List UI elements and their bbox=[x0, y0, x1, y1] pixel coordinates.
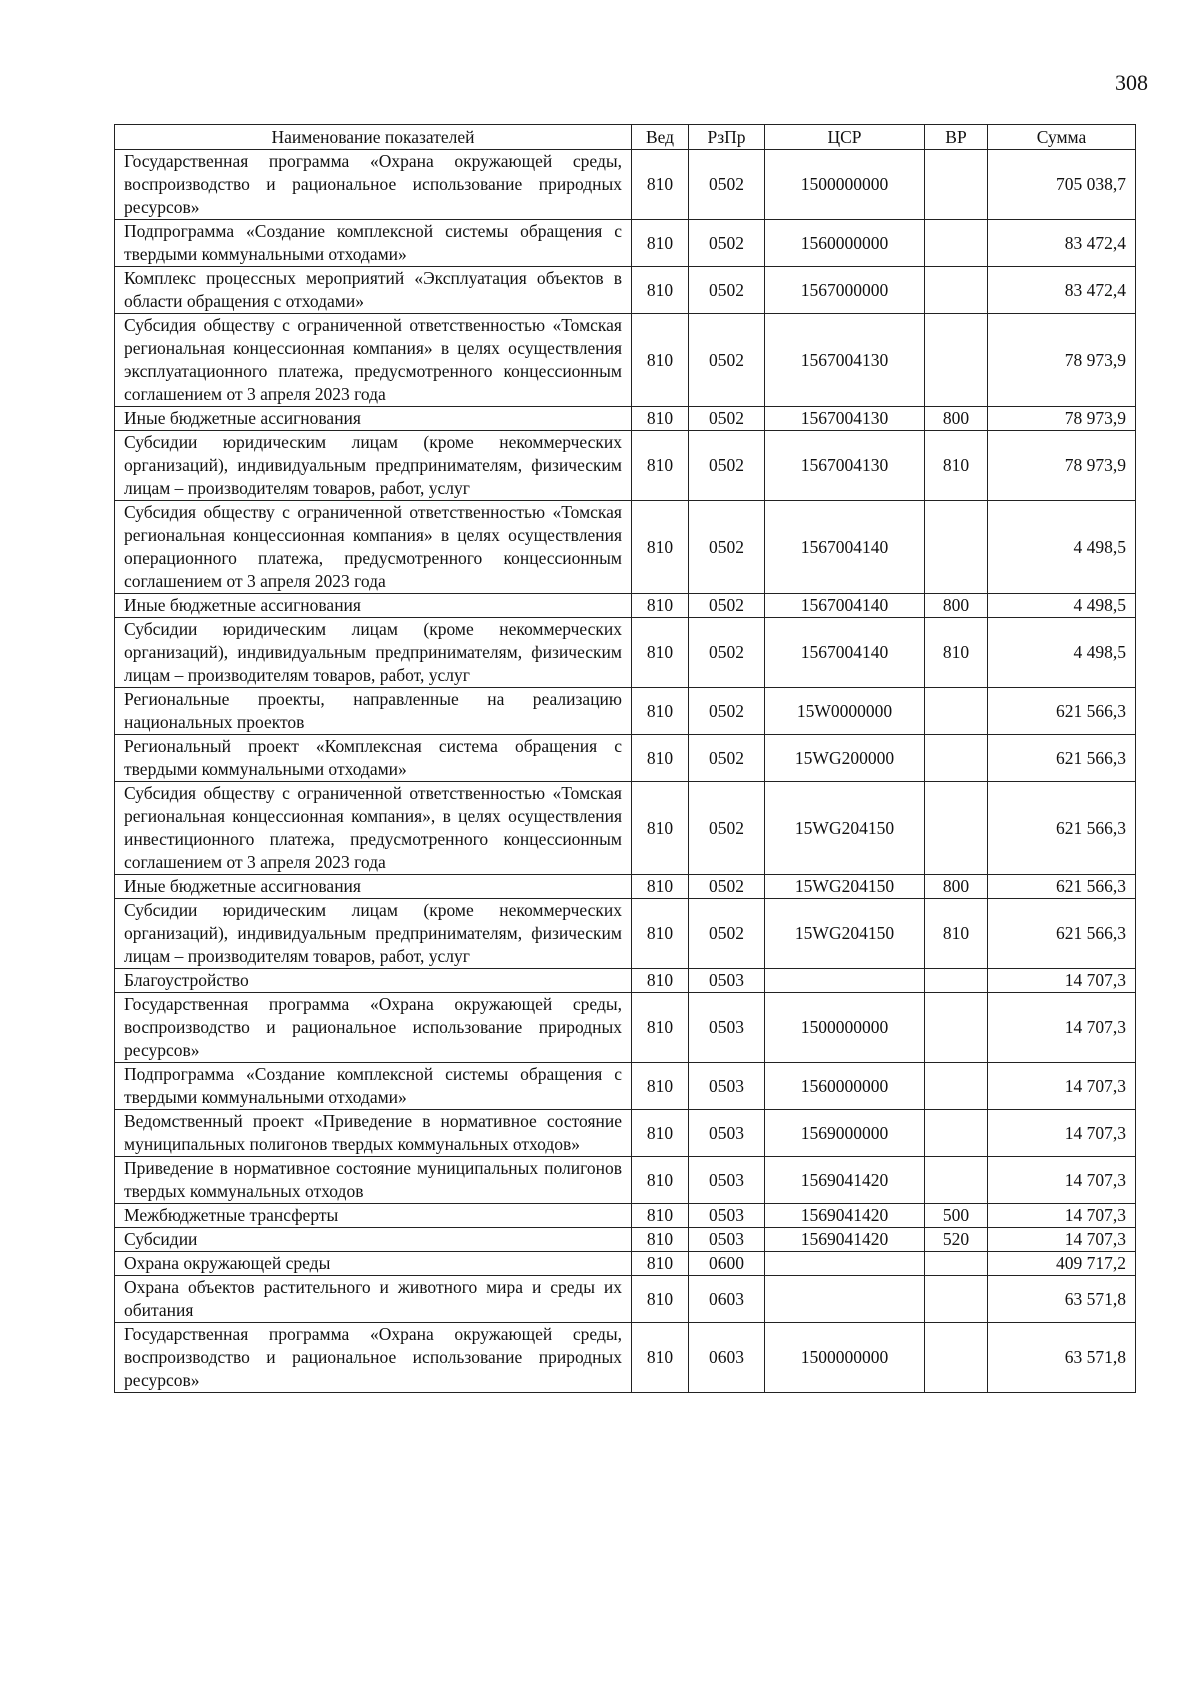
cell-ved: 810 bbox=[632, 782, 689, 875]
cell-name: Государственная программа «Охрана окружающей среды, воспроизводство и рациональное использование природных ресурсов» bbox=[115, 1323, 632, 1393]
cell-rzpr: 0502 bbox=[689, 314, 765, 407]
cell-ved: 810 bbox=[632, 618, 689, 688]
cell-sum: 14 707,3 bbox=[988, 1204, 1136, 1228]
cell-csr: 1560000000 bbox=[765, 220, 925, 267]
cell-rzpr: 0503 bbox=[689, 1110, 765, 1157]
cell-ved: 810 bbox=[632, 688, 689, 735]
cell-sum: 83 472,4 bbox=[988, 220, 1136, 267]
cell-name: Субсидии юридическим лицам (кроме некоммерческих организаций), индивидуальным предпринимателям, физическим лицам – производителям товаров, работ, услуг bbox=[115, 431, 632, 501]
cell-name: Региональный проект «Комплексная система обращения с твердыми коммунальными отходами» bbox=[115, 735, 632, 782]
cell-vr bbox=[925, 150, 988, 220]
cell-csr: 15WG204150 bbox=[765, 782, 925, 875]
table-row bbox=[115, 1157, 1136, 1204]
table-row bbox=[115, 1228, 1136, 1252]
table-row bbox=[115, 501, 1136, 594]
cell-rzpr: 0502 bbox=[689, 594, 765, 618]
table-row bbox=[115, 1252, 1136, 1276]
cell-name: Подпрограмма «Создание комплексной системы обращения с твердыми коммунальными отходами» bbox=[115, 1063, 632, 1110]
cell-rzpr: 0503 bbox=[689, 1157, 765, 1204]
cell-sum: 621 566,3 bbox=[988, 782, 1136, 875]
cell-ved: 810 bbox=[632, 594, 689, 618]
cell-csr bbox=[765, 1276, 925, 1323]
cell-csr: 1569041420 bbox=[765, 1204, 925, 1228]
cell-rzpr: 0502 bbox=[689, 688, 765, 735]
cell-sum: 63 571,8 bbox=[988, 1323, 1136, 1393]
cell-rzpr: 0502 bbox=[689, 618, 765, 688]
cell-csr: 1567004130 bbox=[765, 314, 925, 407]
table-row bbox=[115, 1276, 1136, 1323]
cell-ved: 810 bbox=[632, 1157, 689, 1204]
table-row bbox=[115, 267, 1136, 314]
table-row bbox=[115, 735, 1136, 782]
cell-name: Субсидия обществу с ограниченной ответственностью «Томская региональная концессионная компания» в целях осуществления операционного платежа, предусмотренного концессионным соглашением от 3 апреля 2023 года bbox=[115, 501, 632, 594]
cell-csr: 1500000000 bbox=[765, 993, 925, 1063]
cell-ved: 810 bbox=[632, 501, 689, 594]
cell-csr: 1567004130 bbox=[765, 407, 925, 431]
cell-csr: 1567000000 bbox=[765, 267, 925, 314]
header-rzpr: РзПр bbox=[689, 125, 765, 150]
cell-name: Благоустройство bbox=[115, 969, 632, 993]
page-number: 308 bbox=[1115, 70, 1148, 95]
cell-sum: 14 707,3 bbox=[988, 993, 1136, 1063]
cell-csr: 15WG200000 bbox=[765, 735, 925, 782]
table-row bbox=[115, 875, 1136, 899]
cell-csr: 1569000000 bbox=[765, 1110, 925, 1157]
cell-sum: 705 038,7 bbox=[988, 150, 1136, 220]
cell-csr: 1569041420 bbox=[765, 1228, 925, 1252]
cell-ved: 810 bbox=[632, 314, 689, 407]
cell-ved: 810 bbox=[632, 1063, 689, 1110]
cell-vr: 810 bbox=[925, 431, 988, 501]
cell-csr: 1567004140 bbox=[765, 618, 925, 688]
table-row bbox=[115, 899, 1136, 969]
cell-name: Субсидии bbox=[115, 1228, 632, 1252]
header-csr: ЦСР bbox=[765, 125, 925, 150]
cell-name: Охрана объектов растительного и животного мира и среды их обитания bbox=[115, 1276, 632, 1323]
table-row bbox=[115, 407, 1136, 431]
cell-name: Ведомственный проект «Приведение в нормативное состояние муниципальных полигонов твердых коммунальных отходов» bbox=[115, 1110, 632, 1157]
cell-vr bbox=[925, 782, 988, 875]
header-sum: Сумма bbox=[988, 125, 1136, 150]
table-row bbox=[115, 1323, 1136, 1393]
cell-csr: 1567004140 bbox=[765, 501, 925, 594]
cell-rzpr: 0503 bbox=[689, 993, 765, 1063]
cell-name: Государственная программа «Охрана окружающей среды, воспроизводство и рациональное использование природных ресурсов» bbox=[115, 993, 632, 1063]
cell-ved: 810 bbox=[632, 431, 689, 501]
cell-vr bbox=[925, 1110, 988, 1157]
cell-name: Иные бюджетные ассигнования bbox=[115, 875, 632, 899]
cell-name: Комплекс процессных мероприятий «Эксплуатация объектов в области обращения с отходами» bbox=[115, 267, 632, 314]
cell-vr bbox=[925, 969, 988, 993]
cell-vr bbox=[925, 1276, 988, 1323]
cell-sum: 14 707,3 bbox=[988, 1063, 1136, 1110]
cell-vr bbox=[925, 1157, 988, 1204]
cell-vr bbox=[925, 993, 988, 1063]
cell-vr: 520 bbox=[925, 1228, 988, 1252]
cell-ved: 810 bbox=[632, 735, 689, 782]
cell-vr bbox=[925, 314, 988, 407]
table-row bbox=[115, 1063, 1136, 1110]
cell-csr: 1500000000 bbox=[765, 150, 925, 220]
cell-rzpr: 0502 bbox=[689, 220, 765, 267]
cell-ved: 810 bbox=[632, 1323, 689, 1393]
cell-vr bbox=[925, 1252, 988, 1276]
cell-rzpr: 0600 bbox=[689, 1252, 765, 1276]
cell-rzpr: 0503 bbox=[689, 1228, 765, 1252]
cell-csr: 1567004140 bbox=[765, 594, 925, 618]
cell-sum: 409 717,2 bbox=[988, 1252, 1136, 1276]
table-row bbox=[115, 314, 1136, 407]
cell-ved: 810 bbox=[632, 267, 689, 314]
cell-sum: 78 973,9 bbox=[988, 431, 1136, 501]
cell-rzpr: 0503 bbox=[689, 1204, 765, 1228]
cell-sum: 63 571,8 bbox=[988, 1276, 1136, 1323]
cell-name: Субсидия обществу с ограниченной ответственностью «Томская региональная концессионная компания», в целях осуществления инвестиционного платежа, предусмотренного концессионным соглашением от 3 апреля 2023 года bbox=[115, 782, 632, 875]
cell-vr bbox=[925, 735, 988, 782]
table-row bbox=[115, 150, 1136, 220]
budget-table bbox=[114, 124, 1136, 1393]
cell-ved: 810 bbox=[632, 220, 689, 267]
table-row bbox=[115, 782, 1136, 875]
cell-vr bbox=[925, 1323, 988, 1393]
table-row bbox=[115, 1110, 1136, 1157]
cell-vr bbox=[925, 267, 988, 314]
cell-ved: 810 bbox=[632, 1204, 689, 1228]
cell-ved: 810 bbox=[632, 1228, 689, 1252]
cell-sum: 78 973,9 bbox=[988, 314, 1136, 407]
cell-name: Субсидии юридическим лицам (кроме некоммерческих организаций), индивидуальным предпринимателям, физическим лицам – производителям товаров, работ, услуг bbox=[115, 618, 632, 688]
cell-csr: 1560000000 bbox=[765, 1063, 925, 1110]
cell-ved: 810 bbox=[632, 993, 689, 1063]
header-name: Наименование показателей bbox=[115, 125, 632, 150]
table-row bbox=[115, 969, 1136, 993]
cell-name: Иные бюджетные ассигнования bbox=[115, 594, 632, 618]
cell-sum: 83 472,4 bbox=[988, 267, 1136, 314]
cell-name: Охрана окружающей среды bbox=[115, 1252, 632, 1276]
table-row bbox=[115, 431, 1136, 501]
cell-name: Подпрограмма «Создание комплексной системы обращения с твердыми коммунальными отходами» bbox=[115, 220, 632, 267]
cell-sum: 14 707,3 bbox=[988, 1157, 1136, 1204]
cell-vr: 800 bbox=[925, 407, 988, 431]
cell-rzpr: 0502 bbox=[689, 735, 765, 782]
cell-csr: 15W0000000 bbox=[765, 688, 925, 735]
table-row bbox=[115, 220, 1136, 267]
cell-sum: 14 707,3 bbox=[988, 969, 1136, 993]
cell-ved: 810 bbox=[632, 150, 689, 220]
table-row bbox=[115, 1204, 1136, 1228]
cell-vr: 810 bbox=[925, 618, 988, 688]
cell-vr: 810 bbox=[925, 899, 988, 969]
cell-csr: 1569041420 bbox=[765, 1157, 925, 1204]
cell-name: Субсидии юридическим лицам (кроме некоммерческих организаций), индивидуальным предпринимателям, физическим лицам – производителям товаров, работ, услуг bbox=[115, 899, 632, 969]
cell-rzpr: 0502 bbox=[689, 875, 765, 899]
cell-vr: 800 bbox=[925, 594, 988, 618]
cell-rzpr: 0502 bbox=[689, 899, 765, 969]
cell-name: Субсидия обществу с ограниченной ответственностью «Томская региональная концессионная компания» в целях осуществления эксплуатационного платежа, предусмотренного концессионным соглашением от 3 апреля 2023 года bbox=[115, 314, 632, 407]
cell-rzpr: 0603 bbox=[689, 1276, 765, 1323]
cell-name: Иные бюджетные ассигнования bbox=[115, 407, 632, 431]
cell-ved: 810 bbox=[632, 899, 689, 969]
cell-vr bbox=[925, 220, 988, 267]
cell-rzpr: 0502 bbox=[689, 501, 765, 594]
cell-sum: 621 566,3 bbox=[988, 735, 1136, 782]
cell-vr bbox=[925, 688, 988, 735]
header-ved: Вед bbox=[632, 125, 689, 150]
cell-csr: 1567004130 bbox=[765, 431, 925, 501]
cell-sum: 4 498,5 bbox=[988, 594, 1136, 618]
cell-name: Региональные проекты, направленные на реализацию национальных проектов bbox=[115, 688, 632, 735]
cell-csr bbox=[765, 969, 925, 993]
table-header-row bbox=[115, 125, 1136, 150]
cell-sum: 621 566,3 bbox=[988, 899, 1136, 969]
cell-vr bbox=[925, 1063, 988, 1110]
cell-name: Межбюджетные трансферты bbox=[115, 1204, 632, 1228]
header-vr: ВР bbox=[925, 125, 988, 150]
cell-sum: 14 707,3 bbox=[988, 1228, 1136, 1252]
cell-ved: 810 bbox=[632, 875, 689, 899]
cell-rzpr: 0502 bbox=[689, 431, 765, 501]
cell-ved: 810 bbox=[632, 407, 689, 431]
cell-rzpr: 0503 bbox=[689, 969, 765, 993]
cell-rzpr: 0502 bbox=[689, 782, 765, 875]
cell-sum: 14 707,3 bbox=[988, 1110, 1136, 1157]
cell-name: Государственная программа «Охрана окружающей среды, воспроизводство и рациональное использование природных ресурсов» bbox=[115, 150, 632, 220]
cell-sum: 4 498,5 bbox=[988, 618, 1136, 688]
cell-sum: 621 566,3 bbox=[988, 875, 1136, 899]
cell-ved: 810 bbox=[632, 1276, 689, 1323]
cell-csr: 1500000000 bbox=[765, 1323, 925, 1393]
cell-rzpr: 0503 bbox=[689, 1063, 765, 1110]
cell-vr bbox=[925, 501, 988, 594]
cell-vr: 800 bbox=[925, 875, 988, 899]
cell-sum: 621 566,3 bbox=[988, 688, 1136, 735]
table-row bbox=[115, 688, 1136, 735]
cell-rzpr: 0502 bbox=[689, 150, 765, 220]
cell-rzpr: 0502 bbox=[689, 407, 765, 431]
cell-csr bbox=[765, 1252, 925, 1276]
cell-rzpr: 0603 bbox=[689, 1323, 765, 1393]
cell-name: Приведение в нормативное состояние муниципальных полигонов твердых коммунальных отходов bbox=[115, 1157, 632, 1204]
cell-rzpr: 0502 bbox=[689, 267, 765, 314]
cell-csr: 15WG204150 bbox=[765, 875, 925, 899]
cell-ved: 810 bbox=[632, 1110, 689, 1157]
cell-vr: 500 bbox=[925, 1204, 988, 1228]
table-row bbox=[115, 993, 1136, 1063]
table-row bbox=[115, 594, 1136, 618]
cell-sum: 4 498,5 bbox=[988, 501, 1136, 594]
cell-sum: 78 973,9 bbox=[988, 407, 1136, 431]
table-row bbox=[115, 618, 1136, 688]
cell-ved: 810 bbox=[632, 969, 689, 993]
cell-csr: 15WG204150 bbox=[765, 899, 925, 969]
cell-ved: 810 bbox=[632, 1252, 689, 1276]
